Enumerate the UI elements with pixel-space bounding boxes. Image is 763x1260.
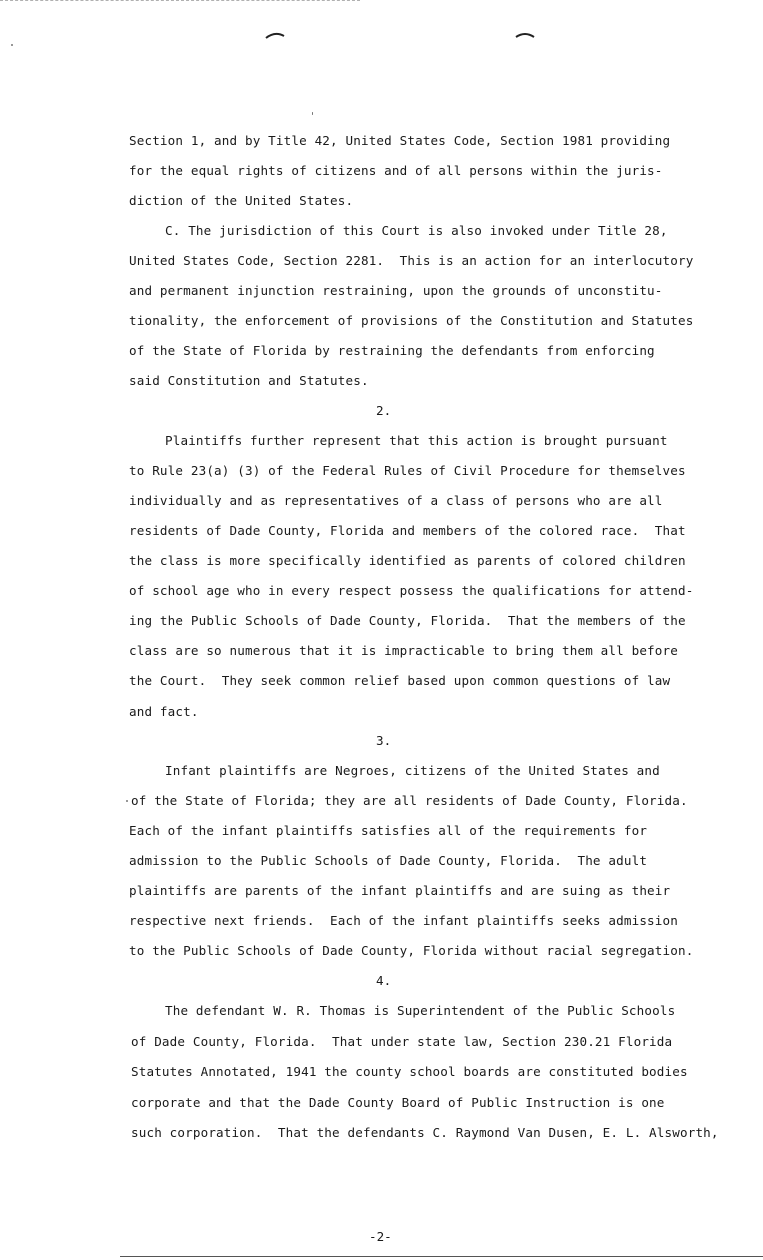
text-line: said Constitution and Statutes.	[129, 373, 369, 388]
binding-mark-left	[265, 31, 285, 39]
section-number: 4.	[376, 973, 392, 988]
text-line: of school age who in every respect possess the qualifications for attend-	[129, 583, 694, 598]
text-line: individually and as representatives of a class of persons who are all	[129, 493, 663, 508]
text-line: the class is more specifically identified as parents of colored children	[129, 553, 686, 568]
text-line: to Rule 23(a) (3) of the Federal Rules of Civil Procedure for themselves	[129, 463, 686, 478]
text-line: and permanent injunction restraining, upon the grounds of unconstitu-	[129, 283, 663, 298]
text-line: admission to the Public Schools of Dade County, Florida. The adult	[129, 853, 648, 868]
text-line: to the Public Schools of Dade County, Florida without racial segregation.	[129, 943, 694, 958]
page-number: -2-	[369, 1229, 392, 1244]
text-line: ing the Public Schools of Dade County, Florida. That the members of the	[129, 613, 686, 628]
text-line: Statutes Annotated, 1941 the county school boards are constituted bodies	[131, 1064, 688, 1079]
text-line: of the State of Florida; they are all residents of Dade County, Florida.	[131, 793, 688, 808]
text-line: corporate and that the Dade County Board of Public Instruction is one	[131, 1095, 665, 1110]
text-line: the Court. They seek common relief based upon common questions of law	[129, 673, 671, 688]
text-line: of the State of Florida by restraining the defendants from enforcing	[129, 343, 655, 358]
text-line: and fact.	[129, 704, 199, 719]
speck	[312, 112, 313, 115]
bottom-edge-line	[120, 1256, 763, 1257]
text-line: diction of the United States.	[129, 193, 354, 208]
text-line: for the equal rights of citizens and of all persons within the juris-	[129, 163, 663, 178]
speck	[11, 44, 13, 46]
text-line: residents of Dade County, Florida and members of the colored race. That	[129, 523, 686, 538]
text-line: Plaintiffs further represent that this action is brought pursuant	[165, 433, 668, 448]
text-line: such corporation. That the defendants C. Raymond Van Dusen, E. L. Alsworth,	[131, 1125, 719, 1140]
top-dashed-edge	[0, 0, 360, 1]
text-line: The defendant W. R. Thomas is Superintendent of the Public Schools	[165, 1003, 676, 1018]
section-number: 2.	[376, 403, 392, 418]
speck	[126, 800, 128, 802]
text-line: respective next friends. Each of the infant plaintiffs seeks admission	[129, 913, 678, 928]
text-line: C. The jurisdiction of this Court is also invoked under Title 28,	[165, 223, 668, 238]
text-line: tionality, the enforcement of provisions of the Constitution and Statutes	[129, 313, 694, 328]
binding-mark-right	[515, 31, 535, 39]
text-line: United States Code, Section 2281. This is an action for an interlocutory	[129, 253, 694, 268]
section-number: 3.	[376, 733, 392, 748]
text-line: Each of the infant plaintiffs satisfies all of the requirements for	[129, 823, 648, 838]
text-line: of Dade County, Florida. That under state law, Section 230.21 Florida	[131, 1034, 673, 1049]
text-line: Infant plaintiffs are Negroes, citizens of the United States and	[165, 763, 660, 778]
text-line: Section 1, and by Title 42, United States Code, Section 1981 providing	[129, 133, 671, 148]
text-line: plaintiffs are parents of the infant plaintiffs and are suing as their	[129, 883, 671, 898]
text-line: class are so numerous that it is impracticable to bring them all before	[129, 643, 678, 658]
